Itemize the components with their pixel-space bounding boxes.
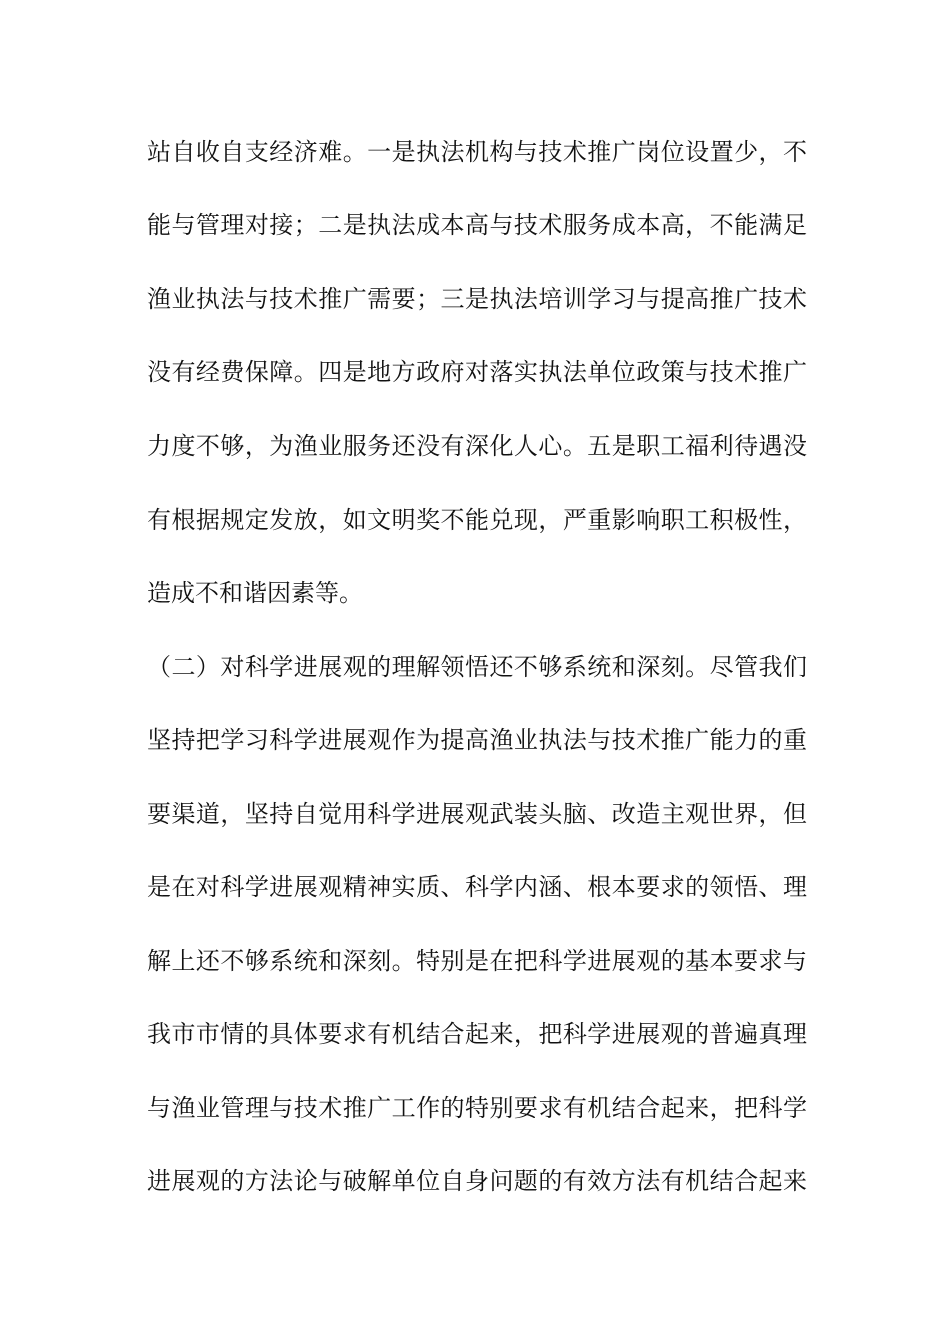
- paragraph1-line: 能与管理对接；二是执法成本高与技术服务成本高，不能满足: [147, 211, 807, 239]
- paragraph2-line: （二）对科学进展观的理解领悟还不够系统和深刻。尽管我们: [147, 653, 807, 681]
- paragraph1-line: 没有经费保障。四是地方政府对落实执法单位政策与技术推广: [147, 358, 807, 386]
- paragraph2-line: 与渔业管理与技术推广工作的特别要求有机结合起来，把科学: [147, 1094, 807, 1122]
- paragraph2-line: 要渠道，坚持自觉用科学进展观武装头脑、改造主观世界，但: [147, 800, 807, 828]
- paragraph2-line: 解上还不够系统和深刻。特别是在把科学进展观的基本要求与: [147, 947, 807, 975]
- paragraph2-line: 我市市情的具体要求有机结合起来，把科学进展观的普遍真理: [147, 1020, 807, 1048]
- paragraph1-line: 站自收自支经济难。一是执法机构与技术推广岗位设置少，不: [147, 138, 807, 166]
- paragraph1-line: 造成不和谐因素等。: [147, 579, 363, 607]
- paragraph1-line: 有根据规定发放，如文明奖不能兑现，严重影响职工积极性，: [147, 506, 807, 534]
- paragraph2-line: 进展观的方法论与破解单位自身问题的有效方法有机结合起来: [147, 1167, 807, 1195]
- paragraph1-line: 力度不够，为渔业服务还没有深化人心。五是职工福利待遇没: [147, 432, 807, 460]
- paragraph1-line: 渔业执法与技术推广需要；三是执法培训学习与提高推广技术: [147, 285, 807, 313]
- paragraph2-line: 坚持把学习科学进展观作为提高渔业执法与技术推广能力的重: [147, 726, 807, 754]
- paragraph2-line: 是在对科学进展观精神实质、科学内涵、根本要求的领悟、理: [147, 873, 807, 901]
